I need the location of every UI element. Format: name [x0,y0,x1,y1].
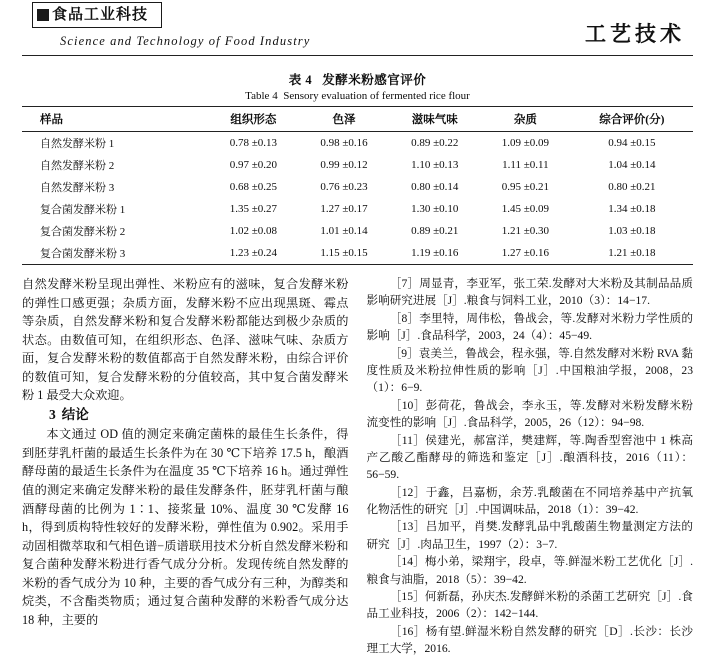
cell-flavor: 0.89 ±0.22 [411,137,459,149]
cell-overall: 1.04 ±0.14 [608,159,656,171]
table-title-en: Sensory evaluation of fermented rice flour [283,90,470,102]
section-running-head: 工艺技术 [585,23,685,46]
cell-texture: 0.68 ±0.25 [229,181,278,193]
cell-color: 1.27 ±0.17 [320,203,368,215]
cell-texture: 1.35 ±0.27 [229,203,278,215]
reference-item: ［13］吕加平，肖樊.发酵乳品中乳酸菌生物量测定方法的研究［J］.肉品卫生，1997（2）：3−7. [366,520,693,551]
cell-sample: 复合菌发酵米粉 1 [40,204,126,216]
page-header [22,0,693,56]
table-label-en: Table 4 [245,90,278,102]
reference-item: ［16］杨有望.鲜湿米粉自然发酵的研究［D］.长沙：长沙理工大学，2016. [366,624,693,656]
cell-texture: 0.97 ±0.20 [229,159,278,171]
section-number: 3 [49,406,56,422]
right-column-references [367,275,694,658]
cell-sample: 自然发酵米粉 3 [40,182,115,194]
cell-impurity: 1.27 ±0.16 [480,242,571,265]
col-header-impurity: 杂质 [480,107,571,132]
cell-texture: 1.02 ±0.08 [229,225,278,237]
cell-color: 0.99 ±0.12 [320,159,368,171]
section-heading-conclusion [22,405,349,426]
cell-impurity: 1.45 ±0.09 [501,203,550,215]
sensory-table-block [22,70,693,265]
reference-item: ［15］何新磊，孙庆杰.发酵鲜米粉的杀菌工艺研究［J］.食品工业科技，2006（2）：142−144. [366,590,693,621]
reference-item: ［14］梅小弟，梁翔宇，段卓，等.鲜湿米粉工艺优化［J］.粮食与油脂，2018（5）：39−42. [366,555,693,586]
table-caption-cn [22,70,693,88]
paragraph-conclusion-lead: 自然发酵米粉呈现出弹性、米粉应有的滋味，复合发酵米粉的弹性口感更强；杂质方面，发酵米粉不应出现黑斑、霉点等杂质，自然发酵米粉和复合发酵米粉都能达到极少杂质的状态。由数值可知，在组织形态、色泽、滋味气味、杂质方面，复合发酵米粉的数值都高于自然发酵米粉，由综合评价的数值可知，复合发酵米粉的分值较高，其中复合菌发酵米粉 1 最受大众欢迎。 [22,277,349,403]
cell-texture: 0.78 ±0.13 [229,137,278,149]
table-caption-en [22,90,693,102]
cell-overall: 1.34 ±0.18 [608,203,656,215]
reference-item: ［12］于鑫，吕嘉枥，余芳.乳酸菌在不同培养基中产抗氧化物活性的研究［J］.中国调味品，2018（1）：39−42. [366,485,693,517]
table-title-cn: 发酵米粉感官评价 [322,73,427,87]
table-row [22,154,693,176]
journal-logo-text: 食品工业科技 [52,6,149,23]
reference-item: ［9］袁美兰，鲁战会，程永强，等.自然发酵对米粉 RVA 黏度性质及米粉拉伸性质的影响［J］.中国粮油学报，2008，23（1）：6−9. [366,346,693,395]
col-header-texture: 组织形态 [208,107,299,132]
reference-item: ［10］彭荷花，鲁战会，李永玉，等.发酵对米粉发酵米粉流变性的影响［J］.食品科学，2005，26（12）：94−98. [366,398,693,430]
left-column [22,275,349,658]
table-row [22,198,693,220]
cell-color: 1.01 ±0.14 [320,225,368,237]
cell-sample: 自然发酵米粉 2 [40,160,115,172]
table-label-cn: 表 4 [288,73,313,87]
cell-flavor: 0.80 ±0.14 [411,181,459,193]
section-title: 结论 [61,406,89,422]
col-header-overall: 综合评价(分) [571,107,693,132]
cell-sample: 复合菌发酵米粉 2 [40,226,126,238]
col-header-color: 色泽 [299,107,390,132]
journal-english-title: Science and Technology of Food Industry [60,34,311,48]
col-header-sample: 样品 [22,107,208,132]
cell-impurity: 0.95 ±0.21 [501,181,550,193]
logo-mark-icon [37,9,49,21]
reference-item: ［8］李里特，周伟松，鲁战会，等.发酵对米粉力学性质的影响［J］.食品科学，2003，24（4）：45−49. [366,311,693,343]
sensory-table [22,106,693,265]
cell-texture: 1.23 ±0.24 [208,242,299,265]
cell-impurity: 1.21 ±0.30 [501,225,550,237]
cell-sample: 自然发酵米粉 1 [40,138,115,150]
cell-color: 1.15 ±0.15 [299,242,390,265]
cell-color: 0.76 ±0.23 [320,181,368,193]
cell-flavor: 1.10 ±0.13 [411,159,459,171]
cell-sample: 复合菌发酵米粉 3 [22,242,208,265]
cell-impurity: 1.11 ±0.11 [502,159,549,171]
journal-logo [32,2,162,28]
body-columns [22,275,693,658]
header-rule [22,55,693,56]
reference-item: ［7］周显青，李亚军，张工荣.发酵对大米粉及其制品品质影响研究进展［J］.粮食与饲料工业，2010（3）：14−17. [366,277,693,308]
cell-overall: 0.94 ±0.15 [608,137,656,149]
cell-overall: 1.21 ±0.18 [571,242,693,265]
table-row [22,132,693,155]
col-header-flavor: 滋味气味 [389,107,480,132]
cell-flavor: 1.19 ±0.16 [389,242,480,265]
table-row [22,242,693,265]
table-row [22,220,693,242]
reference-item: ［11］侯建光，郝富洋，樊建辉，等.陶香型窖池中 1 株高产乙酸乙酯酵母的筛选和鉴定［J］.酿酒科技，2016（11）：56−59. [366,433,693,482]
cell-overall: 1.03 ±0.18 [608,225,656,237]
paragraph-conclusion-body: 本文通过 OD 值的测定来确定菌株的最佳生长条件，得到胚芽乳杆菌的最适生长条件为在 30 ℃下培养 17.5 h，酿酒酵母菌的最适生长条件为在温度 35 ℃下培养 16 h。通过弹性值的测定来确定发酵米粉的最佳发酵条件，胚芽乳杆菌与酿酒酵母菌的比例为 1∶1、接浆量 10%、温度 30 ℃发酵 16 h，得到质构特性较好的发酵米粉，弹性值为 0.902。采用手动固相微萃取和气相色谱−质谱联用技术分析自然发酵米粉和复合菌种发酵米粉进行香气成分分析。发现传统自然发酵的米粉的香气成分为 10 种，主要的香气成分有三种，为醇类和烷类，不含酯类物质；通过复合菌种发酵的米粉香气成分达 18 种，主要的 [22,427,349,627]
table-header-row [22,107,693,132]
cell-flavor: 0.89 ±0.21 [411,225,459,237]
cell-impurity: 1.09 ±0.09 [501,137,550,149]
cell-flavor: 1.30 ±0.10 [411,203,459,215]
table-row [22,176,693,198]
cell-overall: 0.80 ±0.21 [608,181,656,193]
cell-color: 0.98 ±0.16 [320,137,368,149]
